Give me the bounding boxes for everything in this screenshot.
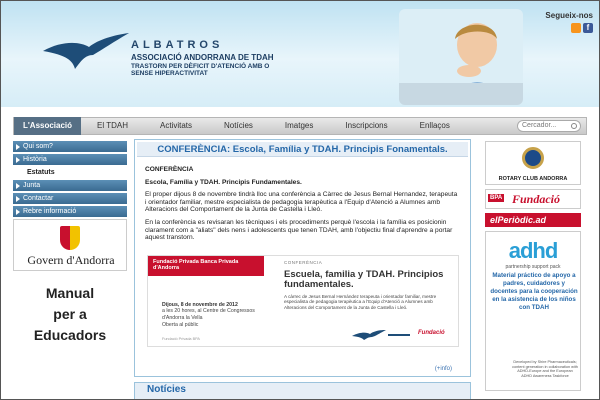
article-kicker: CONFERÈNCIA <box>145 166 194 173</box>
sidebar <box>13 141 127 346</box>
bpa-badge: BPA <box>490 195 503 201</box>
search-placeholder: Cercador... <box>522 122 557 129</box>
govern-label: Govern d'Andorra <box>27 253 115 267</box>
adhd-partner-label: partnership support pack <box>505 264 561 270</box>
search-input[interactable] <box>517 120 581 132</box>
article-title: CONFERÈNCIA: Escola, Família y TDAH. Principis Fonamentals. <box>137 142 468 157</box>
poster-fundacio: Fundació <box>418 329 445 336</box>
adhd-footnote: Developed by Shire Pharmaceuticals; content generation in collaboration with ADHD-Europe and the European ADHD Awareness Taskforce <box>512 360 578 378</box>
main-nav <box>13 117 587 135</box>
albatross-small-logo-icon <box>352 330 412 340</box>
follow-label: Segueix-nos <box>545 11 593 20</box>
poster-band: Fundació Privada Banca Privada d'Andorra <box>148 256 264 276</box>
nav-imatges[interactable]: Imatges <box>284 121 314 130</box>
nav-associacio[interactable]: L'Associació <box>14 117 81 135</box>
social-links <box>527 11 593 32</box>
header-photo <box>399 9 523 105</box>
conference-poster[interactable] <box>147 255 459 347</box>
search-icon[interactable] <box>571 123 577 129</box>
rss-icon[interactable] <box>571 23 581 33</box>
andorra-shield-icon <box>60 226 80 250</box>
rotary-banner[interactable] <box>485 141 581 185</box>
sidebar-item-rebre-informacio[interactable] <box>13 206 127 217</box>
article-paragraph: El proper dijous 8 de novembre tindrà lloc una conferència a Càrrec de Jesus Bernal Hernandez, terapeuta i orientador familiar, mestre especialista de pedagogia terapèutica a l'Equip d'Atenció a Alumnes amb Alteracions del Comportament de la Junta de Castella i Lleó. <box>145 191 458 214</box>
news-section <box>134 382 471 400</box>
poster-label: CONFERÈNCIA <box>284 259 323 265</box>
sidebar-item-contactar[interactable] <box>13 193 127 204</box>
header <box>1 1 600 107</box>
right-sidebar <box>485 141 581 391</box>
adhd-logo: adhd <box>508 238 558 263</box>
sidebar-item-label: Rebre informació <box>23 208 77 215</box>
arrow-icon <box>16 157 20 163</box>
arrow-icon <box>16 209 20 215</box>
main-content <box>134 139 471 377</box>
sidebar-item-label: Qui som? <box>23 143 53 150</box>
news-title: Notícies <box>147 384 186 395</box>
manual-educadors-link[interactable] <box>13 283 127 346</box>
albatross-logo-icon <box>41 25 131 75</box>
arrow-icon <box>16 144 20 150</box>
more-info-link[interactable]: (+info) <box>434 366 452 372</box>
adhd-description: Material práctico de apoyo a padres, cuidadores y docentes para la cooperación en la asistencia de los niños con TDAH <box>490 272 578 311</box>
periodic-banner[interactable]: elPeriòdic.ad <box>485 213 581 227</box>
org-subtitle: TRASTORN PER DÈFICIT D'ATENCIÓ AMB O SENSE HIPERACTIVITAT <box>131 63 270 77</box>
govern-andorra-banner[interactable] <box>13 219 127 271</box>
arrow-icon <box>16 196 20 202</box>
fundacio-bpa-banner[interactable] <box>485 189 581 209</box>
sidebar-item-label: Contactar <box>23 195 54 202</box>
nav-noticies[interactable]: Notícies <box>224 121 253 130</box>
org-name: ASSOCIACIÓ ANDORRANA DE TDAH <box>131 53 274 62</box>
poster-note: Fundació Privada BPA <box>162 336 200 341</box>
nav-activitats[interactable]: Activitats <box>160 121 193 130</box>
logo-name: ALBATROS <box>131 39 224 51</box>
arrow-icon <box>16 183 20 189</box>
fundacio-label: Fundació <box>512 192 561 206</box>
poster-date-block <box>162 302 272 328</box>
rotary-wheel-icon <box>522 147 544 169</box>
nav-tdah[interactable]: El TDAH <box>97 121 128 130</box>
poster-date: Dijous, 8 de novembre de 2012 <box>162 301 238 308</box>
adhd-banner[interactable] <box>485 231 581 391</box>
article-headline: Escola, Família y TDAH. Principis Fundamentales. <box>145 178 302 186</box>
sidebar-item-qui-som[interactable] <box>13 141 127 152</box>
rotary-label: ROTARY CLUB ANDORRA <box>498 176 568 182</box>
nav-enllacos[interactable]: Enllaços <box>419 121 450 130</box>
nav-inscripcions[interactable]: Inscripcions <box>345 121 388 130</box>
manual-line: Manual <box>45 285 95 301</box>
sidebar-item-historia[interactable] <box>13 154 127 165</box>
poster-place: a les 20 hores, al Centre de Congressos d'Andorra la Vella <box>162 308 255 321</box>
facebook-icon[interactable]: f <box>583 23 593 33</box>
manual-line: per a <box>53 306 87 322</box>
poster-title: Escuela, familia y TDAH. Principios fundamentales. <box>284 268 444 290</box>
sidebar-item-estatuts[interactable]: Estatuts <box>13 167 127 178</box>
poster-description: A càrrec de Jesus Bernal Hernández terapeuta i orientador familiar, mestre especialista de pedagogia terapèutica a l'Equip d'Atenció a Alumnes amb Alteracions del Comportament de la Junta de Castella i Lleó. <box>284 293 437 310</box>
article-paragraph: En la conferència es revisaran les tècniques i els procediments perquè l'escola i la família es posicionin clarament com a "aliats" dels nens i adolescents que tenen TDAH, amb l'objectiu final d'aprendre a portar aquest transtorn. <box>145 218 453 242</box>
sidebar-item-label: Junta <box>23 182 41 189</box>
sidebar-item-junta[interactable] <box>13 180 127 191</box>
manual-line: Educadors <box>33 327 107 343</box>
sidebar-item-label: Història <box>23 156 47 163</box>
poster-open: Oberta al públic <box>162 321 199 328</box>
